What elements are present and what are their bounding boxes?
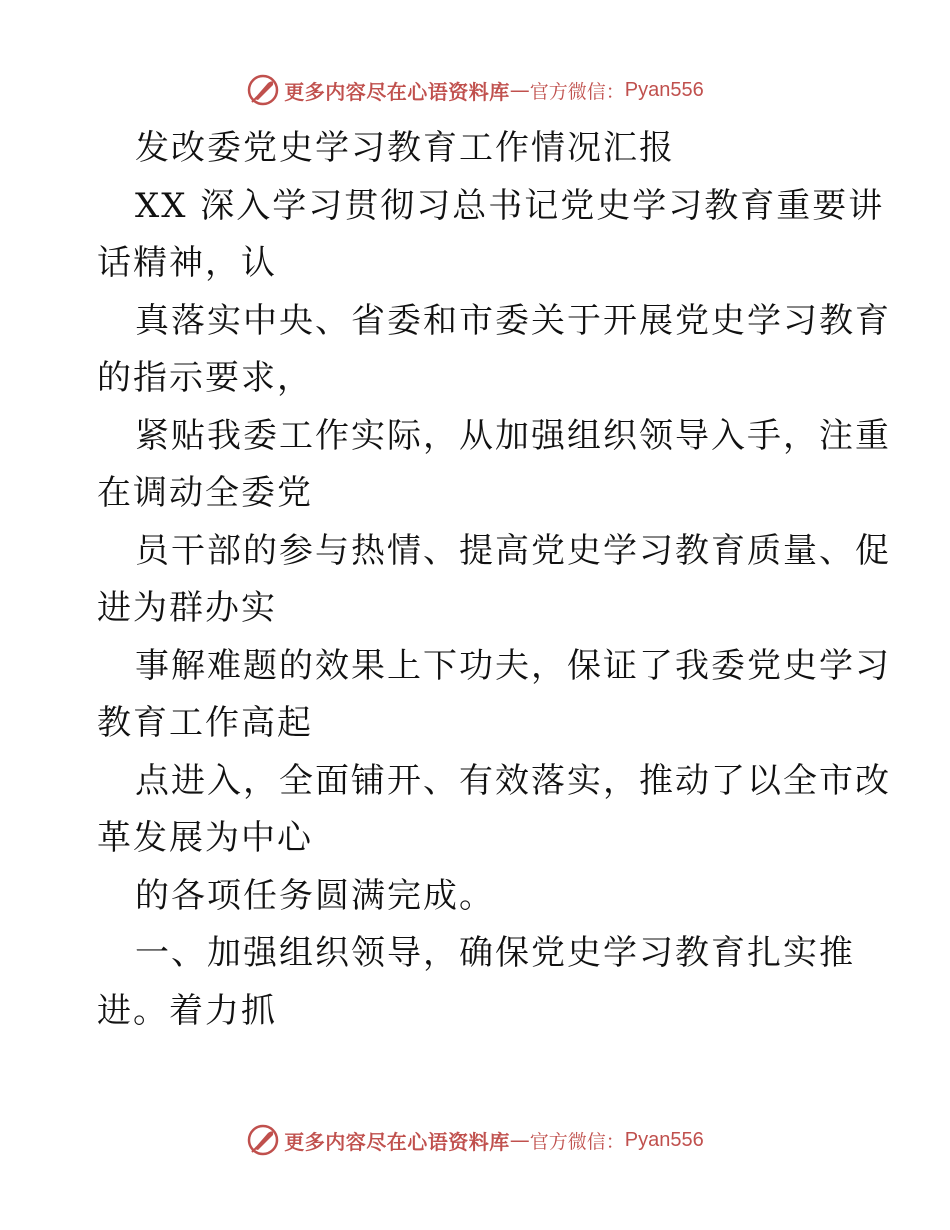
text-line: 紧贴我委工作实际，从加强组织领导入手，注重: [135, 415, 891, 456]
banner-separator: —: [509, 1128, 530, 1152]
text-line: 进。着力抓: [97, 990, 277, 1031]
wechat-label: 官方微信：: [529, 1130, 625, 1153]
site-slogan: 更多内容尽在心语资料库: [284, 79, 510, 104]
text-line: 革发展为中心: [97, 818, 313, 858]
text-line: 话精神，认: [97, 243, 277, 283]
banner-separator: —: [509, 78, 530, 102]
wechat-id: Pyan556: [624, 1128, 704, 1151]
text-line: 一、加强组织领导，确保党史学习教育扎实推: [135, 933, 855, 973]
paragraph-lines: [97, 178, 891, 1041]
document-title: 发改委党史学习教育工作情况汇报: [135, 128, 675, 168]
feather-quill-logo-icon: [246, 1123, 280, 1157]
wechat-label: 官方微信：: [529, 80, 625, 103]
feather-quill-logo-icon: [246, 73, 280, 107]
text-line: 真落实中央、省委和市委关于开展党史学习教育: [135, 300, 891, 341]
text-line: 教育工作高起: [97, 703, 313, 743]
footer-watermark-banner: [0, 1120, 950, 1160]
text-line: 的指示要求，: [97, 358, 313, 398]
text-line: 的各项任务圆满完成。: [135, 875, 495, 916]
text-line: 事解难题的效果上下功夫，保证了我委党史学习: [135, 645, 891, 686]
header-watermark-banner: [0, 70, 950, 110]
text-line: XX 深入学习贯彻习总书记党史学习教育重要讲: [135, 185, 885, 226]
site-slogan: 更多内容尽在心语资料库: [284, 1129, 510, 1154]
document-body: [97, 120, 891, 1040]
text-line: 员干部的参与热情、提高党史学习教育质量、促: [135, 530, 891, 571]
text-line: 点进入，全面铺开、有效落实，推动了以全市改: [135, 760, 891, 801]
wechat-id: Pyan556: [624, 78, 704, 101]
text-line: 在调动全委党: [97, 473, 313, 513]
text-line: 进为群办实: [97, 588, 277, 628]
